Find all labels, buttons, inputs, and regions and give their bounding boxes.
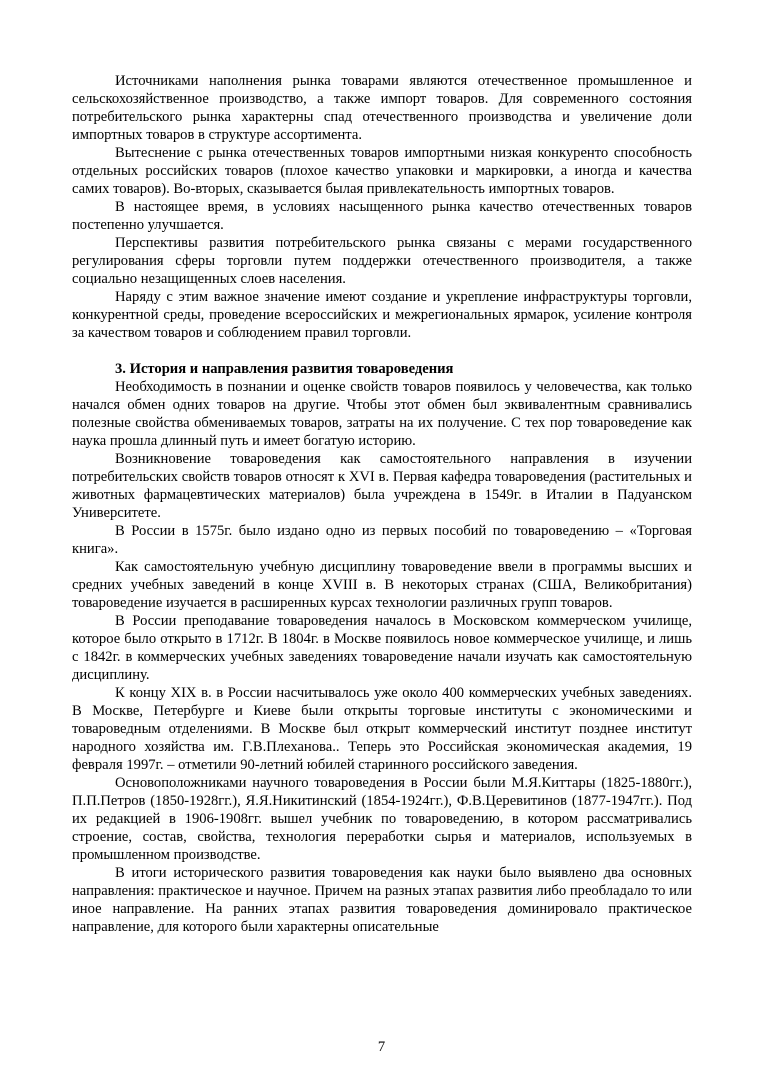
section-heading: 3. История и направления развития товароведения — [115, 361, 454, 377]
paragraph: Источниками наполнения рынка товарами являются отечественное промышленное и сельскохозяйственное производство, а также импорт товаров. Для современного состояния потребительского рынка характерны спад отечественного производства и увеличение доли импортных товаров в структуре ассортимента. — [72, 73, 692, 143]
paragraph: В России в 1575г. было издано одно из первых пособий по товароведению – «Торговая книга». — [72, 523, 692, 557]
paragraph: Возникновение товароведения как самостоятельного направления в изучении потребительских свойств товаров относят к XVI в. Первая кафедра товароведения (растительных и животных фармацевтических материалов) была учреждена в 1549г. в Италии в Падуанском Университете. — [72, 451, 692, 521]
paragraph: В настоящее время, в условиях насыщенного рынка качество отечественных товаров постепенно улучшается. — [72, 199, 692, 233]
paragraph: Как самостоятельную учебную дисциплину товароведение ввели в программы высших и средних учебных заведений в конце XVIII в. В некоторых странах (США, Великобритания) товароведение изучается в расширенных курсах технологии различных групп товаров. — [72, 559, 692, 611]
page-content — [72, 72, 692, 936]
paragraph: В России преподавание товароведения началось в Московском коммерческом училище, которое было открыто в 1712г. В 1804г. в Москве появилось новое коммерческое училище, и лишь с 1842г. в коммерческих учебных заведениях товароведение начали изучать как самостоятельную дисциплину. — [72, 613, 692, 683]
paragraph: К концу XIX в. в России насчитывалось уже около 400 коммерческих учебных заведениях. В Москве, Петербурге и Киеве были открыты торговые институты с экономическими и товароведным отделениями. В Москве был открыт коммерческий институт позднее институт народного хозяйства им. Г.В.Плеханова.. Теперь это Российская экономическая академия, 19 февраля 1997г. – отметили 90-летний юбилей старинного российского заведения. — [72, 685, 692, 773]
page-number: 7 — [377, 1039, 386, 1055]
paragraph: В итоги исторического развития товароведения как науки было выявлено два основных направления: практическое и научное. Причем на разных этапах развития либо преобладало то или иное направление. На ранних этапах развития товароведения доминировало практическое направление, для которого были характерны описательные — [72, 865, 692, 935]
paragraph: Перспективы развития потребительского рынка связаны с мерами государственного регулирования сферы торговли путем поддержки отечественного производителя, а также социально незащищенных слоев населения. — [72, 235, 692, 287]
paragraph: Наряду с этим важное значение имеют создание и укрепление инфраструктуры торговли, конкурентной среды, проведение всероссийских и межрегиональных ярмарок, усиление контроля за качеством товаров и соблюдением правил торговли. — [72, 289, 692, 341]
paragraph: Необходимость в познании и оценке свойств товаров появилось у человечества, как только начался обмен одних товаров на другие. Чтобы этот обмен был эквивалентным сравнивались полезные свойства обмениваемых товаров, затраты на их получение. С тех пор товароведение как наука прошла длинный путь и имеет богатую историю. — [72, 379, 692, 449]
paragraph: Основоположниками научного товароведения в России были М.Я.Киттары (1825-1880гг.), П.П.Петров (1850-1928гг.), Я.Я.Никитинский (1854-1924гг.), Ф.В.Церевитинов (1877-1947гг.). Под их редакцией в 1906-1908гг. вышел учебник по товароведению, в котором рассматривались строение, состав, свойства, технология переработки сырья и материалов, используемых в промышленном производстве. — [72, 775, 692, 863]
paragraph: Вытеснение с рынка отечественных товаров импортными низкая конкуренто способность отдельных российских товаров (плохое качество упаковки и маркировки, а иногда и качества самих товаров). Во-вторых, сказывается былая привлекательность импортных товаров. — [72, 145, 692, 197]
